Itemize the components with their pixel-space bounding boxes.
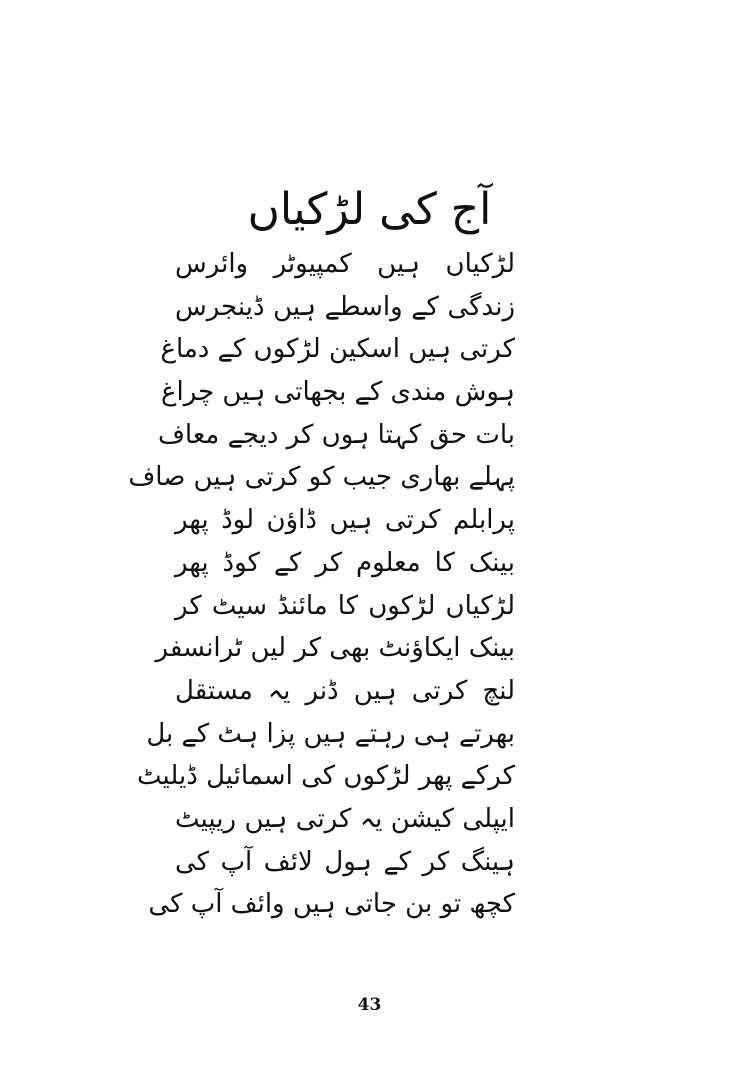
poem-line: لڑکیاں ہیں کمپیوٹر وائرس — [175, 249, 515, 279]
poem-line: کچھ تو بن جاتی ہیں وائف آپ کی — [148, 889, 515, 920]
poem-line: ایپلی کیشن یہ کرتی ہیں ریپیٹ — [175, 803, 515, 834]
poem-line: پہلے بھاری جیب کو کرتی ہیں صاف — [128, 462, 515, 493]
poem-line: ہینگ کر کے ہول لائف آپ کی — [175, 846, 515, 877]
poem-line: کرتی ہیں اسکین لڑکوں کے دماغ — [160, 334, 515, 365]
poem-line: بات حق کہتا ہوں کر دیجے معاف — [157, 419, 515, 450]
poem-line: ہوش مندی کے بجھاتی ہیں چراغ — [161, 377, 515, 408]
poem-line: بینک ایکاؤنٹ بھی کر لیں ٹرانسفر — [155, 633, 515, 664]
poem-line: لڑکیاں لڑکوں کا مائنڈ سیٹ کر — [175, 590, 515, 621]
poem-line: کرکے پھر لڑکوں کی اسمائیل ڈیلیٹ — [137, 761, 515, 792]
poem-line: لنچ کرتی ہیں ڈنر یہ مستقل — [175, 675, 515, 706]
poem-line: زندگی کے واسطے ہیں ڈینجرس — [175, 291, 515, 322]
poem-title: آج کی لڑکیاں — [247, 184, 492, 235]
page-number: 43 — [357, 995, 382, 1015]
poem-line: بھرتے ہی رہتے ہیں پزا ہٹ کے بل — [146, 718, 515, 749]
poem-body — [128, 243, 515, 926]
poem-line: بینک کا معلوم کر کے کوڈ پھر — [175, 547, 515, 578]
poem-line: پرابلم کرتی ہیں ڈاؤن لوڈ پھر — [175, 505, 515, 536]
